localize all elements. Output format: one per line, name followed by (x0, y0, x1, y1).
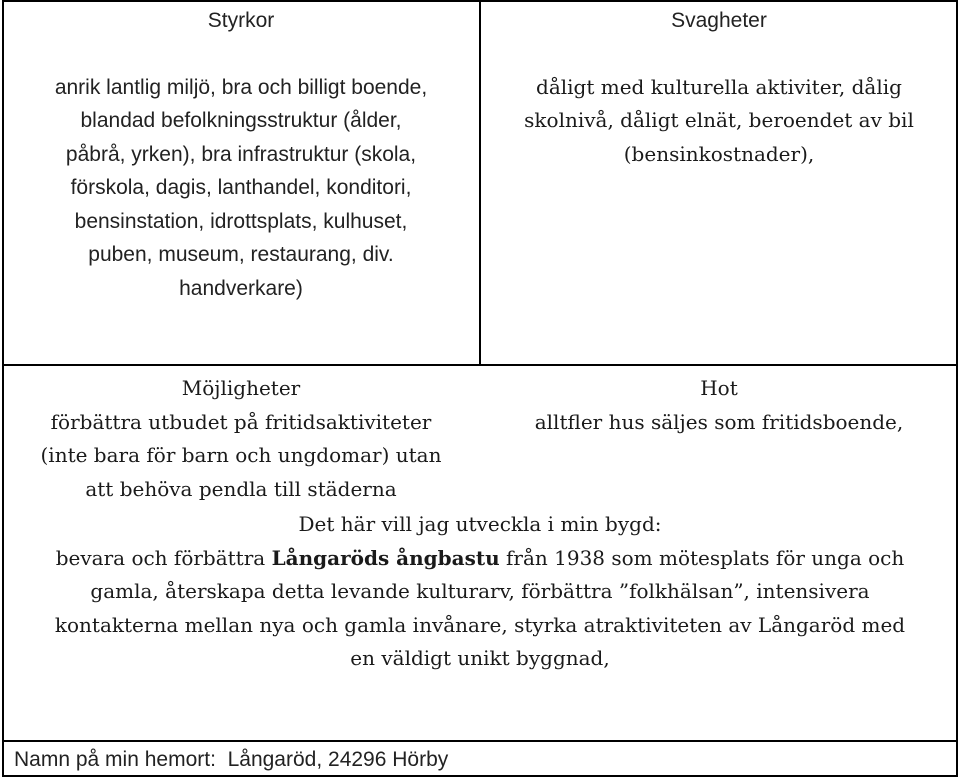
strengths-line: handverkare) (179, 276, 303, 300)
develop-section (2, 508, 958, 676)
hometown-value: Långaröd, 24296 Hörby (227, 748, 449, 771)
weaknesses-heading: Svagheter (671, 9, 767, 32)
swot-table (2, 0, 958, 776)
weaknesses-line: skolnivå, dåligt elnät, beroendet av bil (524, 108, 914, 132)
weaknesses-cell (480, 4, 958, 171)
opportunities-cell (2, 372, 480, 506)
strengths-line: bensinstation, idrottsplats, kulhuset, (74, 209, 408, 233)
develop-line-1-post: från 1938 som mötesplats för unga och (499, 545, 905, 570)
langarods-angbastu: Långaröds ångbastu (271, 545, 500, 570)
develop-line-2: gamla, återskapa detta levande kulturarv, förbättra ”folkhälsan”, intensivera (90, 579, 870, 603)
weaknesses-line: (bensinkostnader), (623, 141, 815, 166)
hometown-label: Namn på min hemort: (14, 748, 216, 771)
strengths-line: förskola, dagis, lanthandel, konditori, (70, 176, 412, 199)
strengths-cell (2, 4, 480, 305)
row-divider-2 (2, 740, 958, 742)
develop-line-3: kontakterna mellan nya och gamla invånare, styrka atraktiviteten av Långaröd med (54, 612, 906, 637)
strengths-line: blandad befolkningsstruktur (ålder, (80, 109, 402, 132)
opportunities-line: förbättra utbudet på fritidsaktiviteter (50, 409, 432, 434)
develop-line-1 (2, 542, 958, 576)
develop-line-4: en väldigt unikt byggnad, (350, 646, 610, 670)
row-divider-1 (2, 364, 958, 366)
strengths-line: påbrå, yrken), bra infrastruktur (skola, (65, 142, 417, 166)
threats-cell (480, 372, 958, 439)
opportunities-line: (inte bara för barn och ungdomar) utan (40, 443, 442, 467)
hometown-row (14, 743, 448, 777)
threats-text: alltfler hus säljes som fritidsboende, (534, 409, 904, 434)
develop-line-1-pre: bevara och förbättra (55, 545, 272, 570)
develop-heading: Det här vill jag utveckla i min bygd: (298, 512, 662, 536)
opportunities-line: att behöva pendla till städerna (85, 476, 397, 501)
opportunities-heading: Möjligheter (181, 376, 301, 400)
strengths-line: puben, museum, restaurang, div. (88, 243, 394, 266)
weaknesses-line: dåligt med kulturella aktiviter, dålig (536, 74, 902, 99)
strengths-heading: Styrkor (207, 9, 275, 32)
threats-heading: Hot (700, 376, 738, 400)
strengths-line: anrik lantlig miljö, bra och billigt boende, (54, 75, 428, 99)
